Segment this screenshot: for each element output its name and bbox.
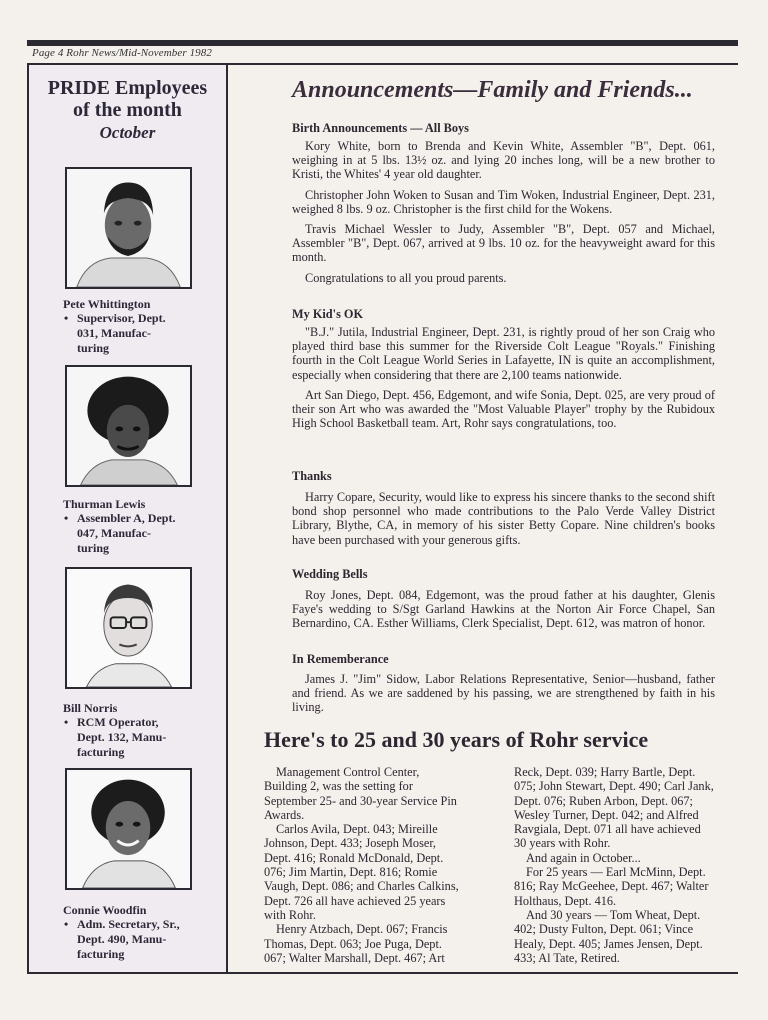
pride-sidebar (27, 65, 228, 972)
paragraph: Christopher John Woken to Susan and Tim Woken, Industrial Engineer, Dept. 231, weighed 8 lbs. 9 oz. Christopher is the first child for the Wokens. (292, 187, 715, 216)
employee-role-3: • RCM Operator, Dept. 132, Manu- facturing (77, 715, 197, 760)
sidebar-title (29, 77, 226, 121)
service-title: Here's to 25 and 30 years of Rohr service (264, 727, 649, 752)
paragraph: And again in October... (526, 850, 641, 865)
bottom-rule (27, 972, 738, 974)
paragraph: Roy Jones, Dept. 084, Edgemont, was the proud father at his daughter, Glenis Faye's wedding to S/Sgt Garland Hawkins at the Norton Air Force Chapel, San Bernardino, CA. Esther Williams, Clerk Specialist, Dept. 612, was matron of honor. (292, 588, 715, 631)
paragraph: Art San Diego, Dept. 456, Edgemont, and wife Sonia, Dept. 025, are very proud of their son Art who was awarded the "Most Valuable Player" trophy by the Rubidoux High School Basketball team. Art, Rohr says congratulations, too. (292, 387, 715, 431)
portrait-image (67, 367, 190, 485)
portrait-image (67, 770, 190, 888)
birth-heading: Birth Announcements — All Boys (292, 121, 469, 135)
running-head: Page 4 Rohr News/Mid-November 1982 (32, 47, 212, 59)
employee-photo-2 (65, 365, 192, 487)
employee-role-1: • Supervisor, Dept. 031, Manufac- turing (77, 311, 197, 356)
employee-photo-4 (65, 768, 192, 890)
portrait-image (67, 569, 190, 687)
sidebar-month: October (99, 123, 156, 142)
top-rule (27, 40, 738, 46)
announcements-title: Announcements—Family and Friends... (292, 77, 693, 103)
paragraph: Travis Michael Wessler to Judy, Assembler "B", Dept. 057 and Michael, Assembler "B", Dept. 067, arrived at 9 lbs. 10 oz. for the heavyweight award for this month. (292, 222, 715, 265)
employee-photo-1 (65, 167, 192, 289)
paragraph: Management Control Center, Building 2, was the setting for September 25- and 30-year Service Pin Awards. (264, 765, 457, 822)
paragraph: Congratulations to all you proud parents. (305, 270, 507, 285)
remembrance-body (292, 672, 715, 721)
sidebar-title-line1: PRIDE Employees (47, 77, 208, 99)
wedding-heading: Wedding Bells (292, 567, 368, 581)
employee-role-2: • Assembler A, Dept. 047, Manufac- turing (77, 511, 197, 556)
employee-name-3: Bill Norris (63, 701, 118, 715)
paragraph: Kory White, born to Brenda and Kevin White, Assembler "B", Dept. 061, weighing in at 5 lbs. 13½ oz. and lying 20 inches long, will be a new brother to Kristi, the Whites' 4 year old daughter. (292, 139, 715, 182)
kids-body (292, 325, 715, 436)
paragraph: James J. "Jim" Sidow, Labor Relations Representative, Senior—husband, father and friend. As we are saddened by his passing, we are strengthened by faith in his living. (292, 672, 715, 715)
portrait-image (67, 169, 190, 287)
sidebar-title-line2: of the month (73, 99, 182, 121)
wedding-body (292, 588, 715, 637)
remembrance-heading: In Rememberance (292, 652, 389, 666)
paragraph: "B.J." Jutila, Industrial Engineer, Dept. 231, is rightly proud of her son Craig who played third base this summer for the Riverside Colt League "Royals." Finishing fourth in the Colt League World Series in Lafayette, IN is quite an accomplishment, especially when considering that there are 2,100 teams nationwide. (292, 325, 715, 382)
thanks-body (292, 490, 715, 553)
paragraph: Harry Copare, Security, would like to express his sincere thanks to the second shift bond shop personnel who made contributions to the Palo Verde Valley District Library, Blythe, CA, in memory of his sister Betty Copare. Nine children's books have been purchased with your generous gifts. (292, 490, 715, 547)
employee-photo-3 (65, 567, 192, 689)
paragraph: And 30 years — Tom Wheat, Dept. 402; Dusty Fulton, Dept. 061; Vince Healy, Dept. 405; James Jensen, Dept. 433; Al Tate, Retired. (514, 907, 703, 965)
employee-role-4: • Adm. Secretary, Sr., Dept. 490, Manu- facturing (77, 917, 197, 962)
service-column-2 (514, 765, 714, 965)
employee-name-2: Thurman Lewis (63, 497, 146, 511)
paragraph: Henry Atzbach, Dept. 067; Francis Thomas, Dept. 063; Joe Puga, Dept. 067; Walter Marshall, Dept. 467; Art (264, 922, 448, 965)
employee-name-1: Pete Whittington (63, 297, 151, 311)
service-column-1 (264, 765, 464, 965)
paragraph: Carlos Avila, Dept. 043; Mireille Johnson, Dept. 433; Joseph Moser, Dept. 416; Ronald McDonald, Dept. 076; Jim Martin, Dept. 816; Romie Vaugh, Dept. 086; and Charles Calkins, Dept. 726 all have achieved 25 years with Rohr. (264, 822, 459, 922)
kids-heading: My Kid's OK (292, 307, 364, 321)
birth-body (292, 139, 715, 291)
employee-name-4: Connie Woodfin (63, 903, 147, 917)
paragraph: For 25 years — Earl McMinn, Dept. 816; Ray McGeehee, Dept. 467; Walter Holthaus, Dept. 416. (514, 865, 709, 908)
thanks-heading: Thanks (292, 469, 332, 483)
paragraph: Reck, Dept. 039; Harry Bartle, Dept. 075; John Stewart, Dept. 490; Carl Jank, Dept. 076; Ruben Arbon, Dept. 067; Wesley Turner, Dept. 042; and Alfred Ravgiala, Dept. 071 all have achieved 30 years with Rohr. (514, 765, 714, 851)
